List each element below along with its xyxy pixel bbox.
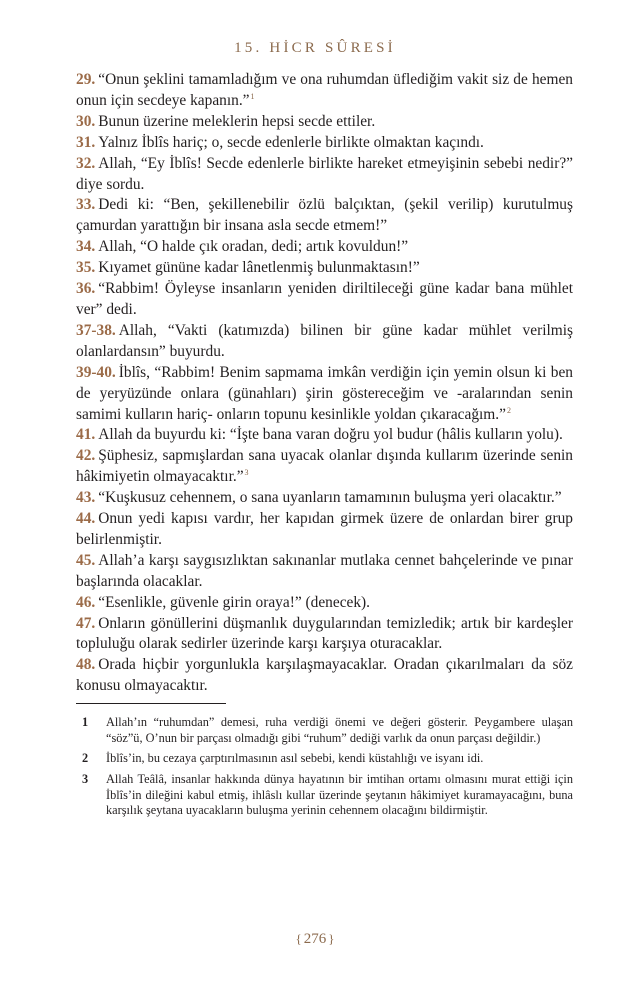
footnote-number: 3 <box>82 771 89 786</box>
footnote-text: Allah’ın “ruhumdan” demesi, ruha verdiği önemi ve değeri gösterir. Peygambere ulaşan “söz”ü, O’nun bir parçası olmadığı gibi “ruhum” dediği varlık da onun parçası değildir.) <box>106 715 573 745</box>
ornament-left-icon: { <box>295 931 302 946</box>
verse <box>76 258 573 279</box>
footnote <box>76 751 573 767</box>
verse-text: Allah, “O halde çık oradan, dedi; artık kovuldun!” <box>98 238 409 256</box>
verse-text: “Kuşkusuz cehennem, o sana uyanların tamamının buluşma yeri olacaktır.” <box>98 489 562 507</box>
verse-number: 34. <box>76 238 96 256</box>
verse-text: “Esenlikle, güvenle girin oraya!” (denecek). <box>98 593 371 611</box>
verse-text: Allah, “Ey İblîs! Secde edenlerle birlikte hareket etmeyişinin sebebi nedir?” diye sordu. <box>76 154 573 193</box>
verse-number: 45. <box>76 551 96 569</box>
verse-text: Allah’a karşı saygısızlıktan sakınanlar mutlaka cennet bahçelerinde ve pınar başlarında olacaklar. <box>76 551 573 590</box>
verse-number: 37-38. <box>76 321 116 339</box>
verse <box>76 363 573 426</box>
verse <box>76 551 573 593</box>
footnote-text: Allah Teâlâ, insanlar hakkında dünya hayatının bir imtihan ortamı olmasını murat ettiği için İblîs’in dileğini kabul etmiş, ihlâslı kullar üzerinde şeytanın hâkimiyet kuramayacağını, buna karşılık şeytana uyacakların buluşma yerinin cehennem olacağını bildirmiştir. <box>106 771 573 818</box>
verse-number: 35. <box>76 259 96 277</box>
verse-list <box>76 70 573 697</box>
verse <box>76 195 573 237</box>
verse <box>76 279 573 321</box>
verse-number: 39-40. <box>76 363 116 381</box>
verse-text: “Onun şeklini tamamladığım ve ona ruhumdan üflediğim vakit siz de hemen onun için secdeye kapanın.” <box>76 71 573 109</box>
verse-text: Onun yedi kapısı vardır, her kapıdan girmek üzere de onlardan birer grup belirlenmiştir. <box>76 510 573 548</box>
verse-text: Allah da buyurdu ki: “İşte bana varan doğru yol budur (hâlis kulların yolu). <box>98 426 563 444</box>
verse <box>76 509 573 551</box>
verse <box>76 425 573 446</box>
verse-text: Orada hiçbir yorgunlukla karşılaşmayacaklar. Oradan çıkarılmaları da söz konusu olmayacaktır. <box>76 656 573 695</box>
verse-number: 41. <box>76 426 96 444</box>
verse-text: Allah, “Vakti (katımızda) bilinen bir güne kadar mühlet verilmiş olanlardansın” buyurdu. <box>76 321 573 360</box>
page-body <box>76 70 573 824</box>
verse <box>76 655 573 697</box>
verse-number: 46. <box>76 593 96 611</box>
verse <box>76 112 573 133</box>
verse-number: 33. <box>76 196 96 214</box>
verse-number: 47. <box>76 614 96 632</box>
footnote-text: İblîs’in, bu cezaya çarptırılmasının asıl sebebi, kendi küstahlığı ve isyanı idi. <box>106 751 484 766</box>
footnote-marker: 1 <box>250 91 255 101</box>
verse-text: Dedi ki: “Ben, şekillenebilir özlü balçıktan, (şekil verilip) kurutulmuş çamurdan yarattığın bir insana asla secde etmem!” <box>76 196 573 235</box>
verse <box>76 488 573 509</box>
footnote-separator <box>76 703 226 704</box>
verse-text: Bunun üzerine meleklerin hepsi secde ettiler. <box>98 112 376 130</box>
verse-number: 36. <box>76 280 96 298</box>
verse-number: 30. <box>76 112 96 130</box>
verse-text: İblîs, “Rabbim! Benim sapmama imkân verdiğin için yemin olsun ki ben de yeryüzünde onlara (günahları) şirin göstereceğim ve -aralarından senin samimi kulların hariç- onların topunu kesinlikle yoldan çıkaracağım.” <box>76 363 573 423</box>
verse-number: 42. <box>76 447 96 465</box>
running-title: 15. HİCR SÛRESİ <box>234 40 396 56</box>
verse <box>76 321 573 363</box>
verse <box>76 593 573 614</box>
verse <box>76 133 573 154</box>
verse <box>76 446 573 488</box>
verse-number: 43. <box>76 489 96 507</box>
verse-text: “Rabbim! Öyleyse insanların yeniden diriltileceği güne kadar bana mühlet ver” dedi. <box>76 280 573 318</box>
page-footer <box>0 931 630 948</box>
footnote <box>76 772 573 819</box>
verse <box>76 614 573 656</box>
footnote-list <box>76 715 573 819</box>
verse-number: 32. <box>76 154 96 172</box>
ornament-right-icon: } <box>328 931 335 946</box>
page-number: 276 <box>303 931 327 947</box>
footnote <box>76 715 573 746</box>
verse-number: 31. <box>76 133 96 151</box>
footnote-marker: 2 <box>506 405 511 415</box>
footnote-marker: 3 <box>244 468 249 478</box>
verse <box>76 154 573 196</box>
footnote-number: 1 <box>82 715 89 730</box>
footnote-number: 2 <box>82 751 89 766</box>
verse-text: Yalnız İblîs hariç; o, secde edenlerle birlikte olmaktan kaçındı. <box>98 133 484 151</box>
verse <box>76 70 573 112</box>
verse-number: 48. <box>76 656 96 674</box>
verse-text: Şüphesiz, sapmışlardan sana uyacak olanlar dışında kullarım üzerinde senin hâkimiyetin olmayacaktır.” <box>76 447 573 486</box>
verse <box>76 237 573 258</box>
verse-number: 44. <box>76 510 96 528</box>
verse-text: Kıyamet gününe kadar lânetlenmiş bulunmaktasın!” <box>98 259 420 277</box>
verse-text: Onların gönüllerini düşmanlık duygularından temizledik; artık bir kardeşler topluluğu olarak sedirler üzerinde karşı karşıya oturacaklar. <box>76 614 573 653</box>
verse-number: 29. <box>76 71 96 88</box>
